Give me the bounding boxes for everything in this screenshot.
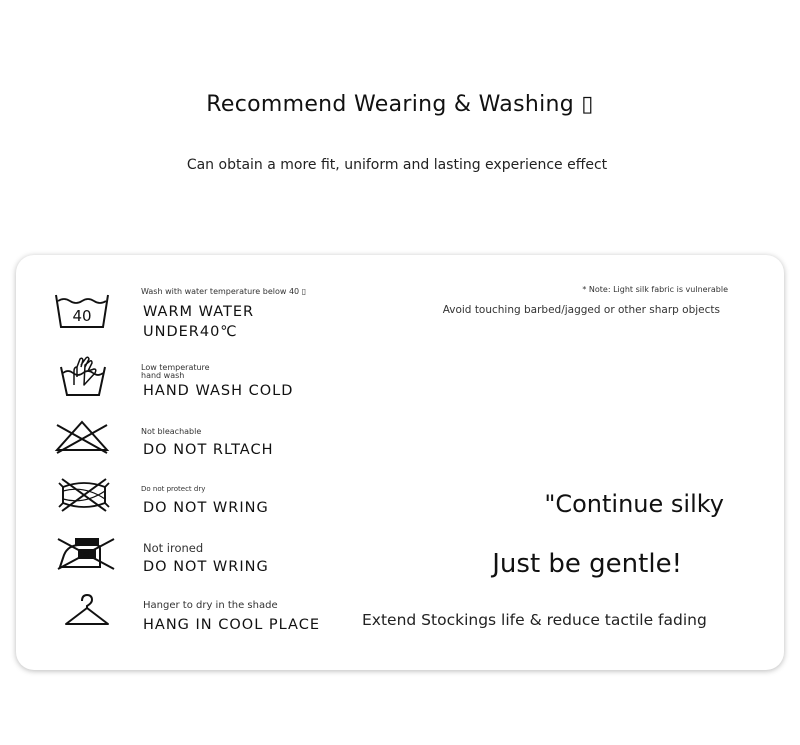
care-item-label: DO NOT RLTACH xyxy=(143,442,274,458)
care-item-note: Not bleachable xyxy=(141,427,202,436)
no-wring-icon xyxy=(58,477,110,513)
hand-wash-icon xyxy=(58,355,108,399)
care-item-note: Low temperature xyxy=(141,363,210,372)
care-item-note: Not ironed xyxy=(143,541,204,555)
care-item-note-2: hand wash xyxy=(141,371,185,380)
page-title: Recommend Wearing & Washing ▯ xyxy=(206,92,594,117)
care-item-note: Do not protect dry xyxy=(141,485,206,493)
care-item-note: Wash with water temperature below 40 ▯ xyxy=(141,287,307,296)
care-item-label: HAND WASH COLD xyxy=(143,383,294,399)
slogan-line-2: Just be gentle! xyxy=(492,549,682,579)
avoid-note: Avoid touching barbed/jagged or other sharp objects xyxy=(442,304,720,316)
page-subtitle: Can obtain a more fit, uniform and lasting experience effect xyxy=(186,157,608,173)
care-item-label: HANG IN COOL PLACE xyxy=(143,617,320,633)
fabric-note: * Note: Light silk fabric is vulnerable xyxy=(582,285,728,294)
care-item-label: DO NOT WRING xyxy=(143,559,269,575)
slogan-line-3: Extend Stockings life & reduce tactile fading xyxy=(362,611,707,629)
care-item-note: Hanger to dry in the shade xyxy=(143,600,278,611)
wash-temp-badge: 40 xyxy=(72,307,92,325)
no-bleach-icon xyxy=(54,419,110,455)
care-item-label: WARM WATER xyxy=(143,304,255,320)
no-iron-icon xyxy=(54,535,116,571)
hanger-icon xyxy=(64,594,110,628)
wash-40-icon xyxy=(54,293,110,329)
care-instructions-card xyxy=(16,255,784,670)
care-item-label: DO NOT WRING xyxy=(143,500,269,516)
care-item-label-2: UNDER40℃ xyxy=(143,324,238,340)
slogan-line-1: "Continue silky xyxy=(544,490,724,518)
